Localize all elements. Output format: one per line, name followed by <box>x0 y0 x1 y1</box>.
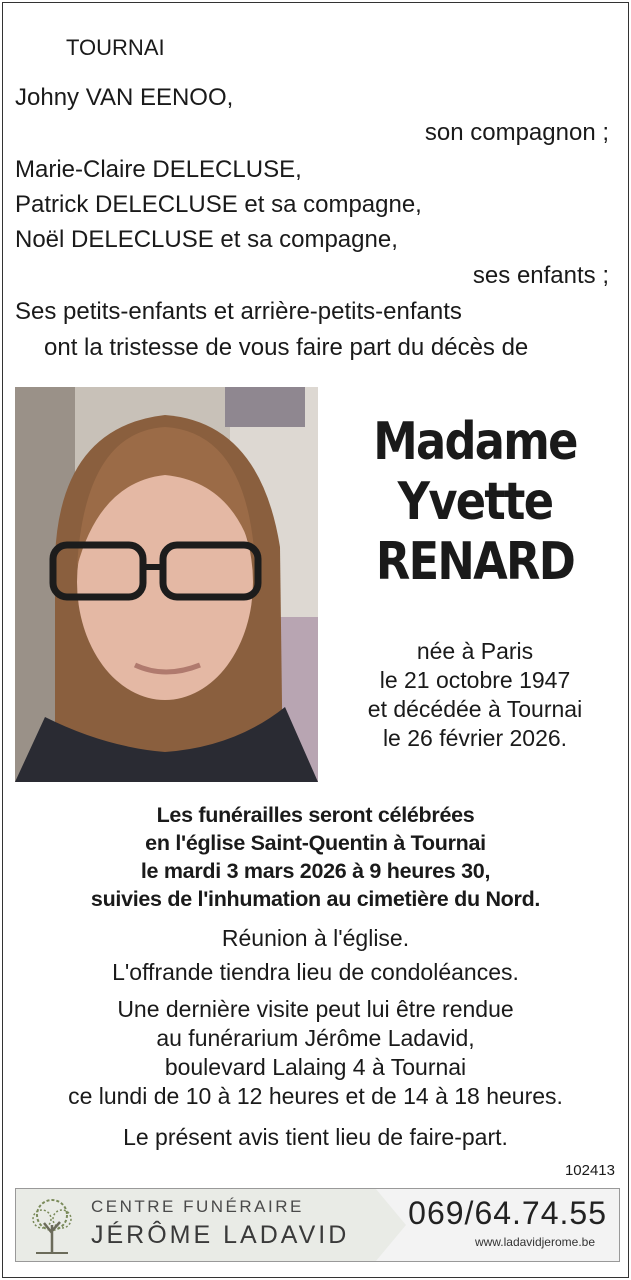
death-place: et décédée à Tournai <box>367 696 583 722</box>
visit-line: ce lundi de 10 à 12 heures et de 14 à 18 heures. <box>68 1083 563 1109</box>
tree-icon <box>24 1195 80 1255</box>
portrait-photo <box>15 387 318 782</box>
website-link[interactable]: www.ladavidjerome.be <box>474 1235 595 1249</box>
funeral-line: Les funérailles seront célébrées <box>156 803 475 827</box>
offering-line: L'offrande tiendra lieu de condoléances. <box>112 959 519 985</box>
deceased-title: Madame <box>373 412 577 472</box>
funeral-details <box>0 801 631 913</box>
funeral-line: suivies de l'inhumation au cimetière du Nord. <box>90 887 541 911</box>
funeral-home-banner <box>15 1188 620 1262</box>
visit-line: Une dernière visite peut lui être rendue <box>117 996 514 1022</box>
deceased-last-name: RENARD <box>375 532 575 592</box>
deceased-first-name: Yvette <box>397 472 553 532</box>
reference-number: 102413 <box>564 1162 615 1179</box>
visit-line: au funérarium Jérôme Ladavid, <box>156 1025 475 1051</box>
deceased-bio <box>330 637 620 753</box>
children-role: ses enfants ; <box>472 262 609 289</box>
funeral-line: en l'église Saint-Quentin à Tournai <box>145 831 486 855</box>
companion-role: son compagnon ; <box>424 119 609 146</box>
brand-name: JÉRÔME LADAVID <box>91 1221 350 1249</box>
companion-name: Johny VAN EENOO, <box>15 84 234 111</box>
announcement-line: ont la tristesse de vous faire part du décès de <box>44 334 529 361</box>
grandchildren-line: Ses petits-enfants et arrière-petits-enfants <box>15 298 462 325</box>
notice-line: Le présent avis tient lieu de faire-part. <box>123 1124 508 1150</box>
brand-subtitle: CENTRE FUNÉRAIRE <box>91 1197 304 1216</box>
death-date: le 26 février 2026. <box>382 725 568 751</box>
deceased-name <box>330 412 620 592</box>
visit-line: boulevard Lalaing 4 à Tournai <box>164 1054 467 1080</box>
birth-date: le 21 octobre 1947 <box>379 667 571 693</box>
birth-place: née à Paris <box>416 638 534 664</box>
child-name: Marie-Claire DELECLUSE, <box>15 156 302 183</box>
funeral-line: le mardi 3 mars 2026 à 9 heures 30, <box>140 859 491 883</box>
visit-details <box>0 995 631 1111</box>
child-name: Patrick DELECLUSE et sa compagne, <box>15 191 422 218</box>
child-name: Noël DELECLUSE et sa compagne, <box>15 226 398 253</box>
city-heading: TOURNAI <box>66 35 165 60</box>
phone-number[interactable]: 069/64.74.55 <box>408 1195 607 1231</box>
meeting-line: Réunion à l'église. <box>221 925 410 951</box>
